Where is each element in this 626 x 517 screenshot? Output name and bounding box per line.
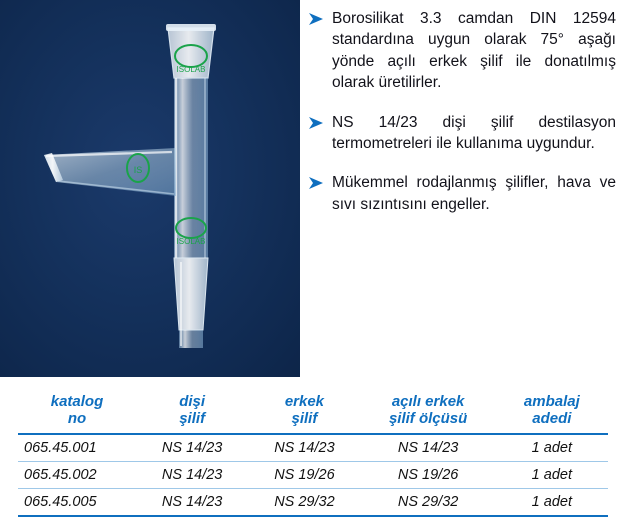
description-column xyxy=(300,0,626,233)
cell-erkek-silif: NS 19/26 xyxy=(248,461,360,488)
paragraph-2-text: NS 14/23 dişi şilif destilasyon termometreleri ile kullanıma uygundur. xyxy=(332,113,616,152)
cell-disi-silif: NS 14/23 xyxy=(136,461,248,488)
header-line-2: şilif ölçüsü xyxy=(388,409,468,427)
cell-disi-silif: NS 14/23 xyxy=(136,488,248,516)
catalog-table xyxy=(18,392,608,517)
paragraph-1-text: Borosilikat 3.3 camdan DIN 12594 standardına uygun olarak 75° aşağı yönde açılı erkek şilif ile donatılmış olarak üretilirler. xyxy=(332,10,616,92)
svg-text:ISOLAB: ISOLAB xyxy=(176,65,206,74)
arrow-bullet-icon xyxy=(308,12,325,26)
cell-disi-silif: NS 14/23 xyxy=(136,434,248,462)
cell-acili-erkek-silif-olcusu: NS 14/23 xyxy=(361,434,496,462)
header-line-2: no xyxy=(67,409,87,427)
header-line-1: erkek xyxy=(284,393,325,410)
catalog-table-wrapper xyxy=(18,392,608,517)
svg-text:ISOLAB: ISOLAB xyxy=(176,237,206,246)
table-header-row xyxy=(18,392,608,434)
cell-acili-erkek-silif-olcusu: NS 19/26 xyxy=(361,461,496,488)
cell-erkek-silif: NS 14/23 xyxy=(248,434,360,462)
table-row xyxy=(18,434,608,462)
arrow-bullet-icon xyxy=(308,176,325,190)
column-header-katalog-no xyxy=(18,392,136,434)
header-line-1: açılı erkek xyxy=(391,393,465,410)
column-header-disi-silif xyxy=(136,392,248,434)
header-line-2: şilif xyxy=(179,409,206,427)
paragraph-1 xyxy=(308,8,616,94)
column-header-ambalaj-adedi xyxy=(496,392,608,434)
cell-katalog-no: 065.45.002 xyxy=(18,461,136,488)
header-line-2: şilif xyxy=(291,409,318,427)
column-header-erkek-silif xyxy=(248,392,360,434)
table-row xyxy=(18,461,608,488)
cell-erkek-silif: NS 29/32 xyxy=(248,488,360,516)
column-header-acili-erkek-silif-olcusu xyxy=(361,392,496,434)
header-line-1: katalog xyxy=(50,393,104,410)
product-image xyxy=(0,0,300,377)
glassware-illustration xyxy=(0,0,300,377)
header-line-1: dişi xyxy=(179,393,206,410)
header-line-2: adedi xyxy=(532,409,572,427)
paragraph-3-text: Mükemmel rodajlanmış şilifler, hava ve sıvı sızıntısını engeller. xyxy=(332,174,616,213)
table-row xyxy=(18,488,608,516)
cell-katalog-no: 065.45.001 xyxy=(18,434,136,462)
cell-acili-erkek-silif-olcusu: NS 29/32 xyxy=(361,488,496,516)
svg-text:IS: IS xyxy=(133,165,143,175)
cell-ambalaj-adedi: 1 adet xyxy=(496,434,608,462)
header-line-1: ambalaj xyxy=(523,393,580,410)
paragraph-2 xyxy=(308,112,616,155)
cell-ambalaj-adedi: 1 adet xyxy=(496,488,608,516)
paragraph-3 xyxy=(308,172,616,215)
cell-ambalaj-adedi: 1 adet xyxy=(496,461,608,488)
arrow-bullet-icon xyxy=(308,116,325,130)
cell-katalog-no: 065.45.005 xyxy=(18,488,136,516)
